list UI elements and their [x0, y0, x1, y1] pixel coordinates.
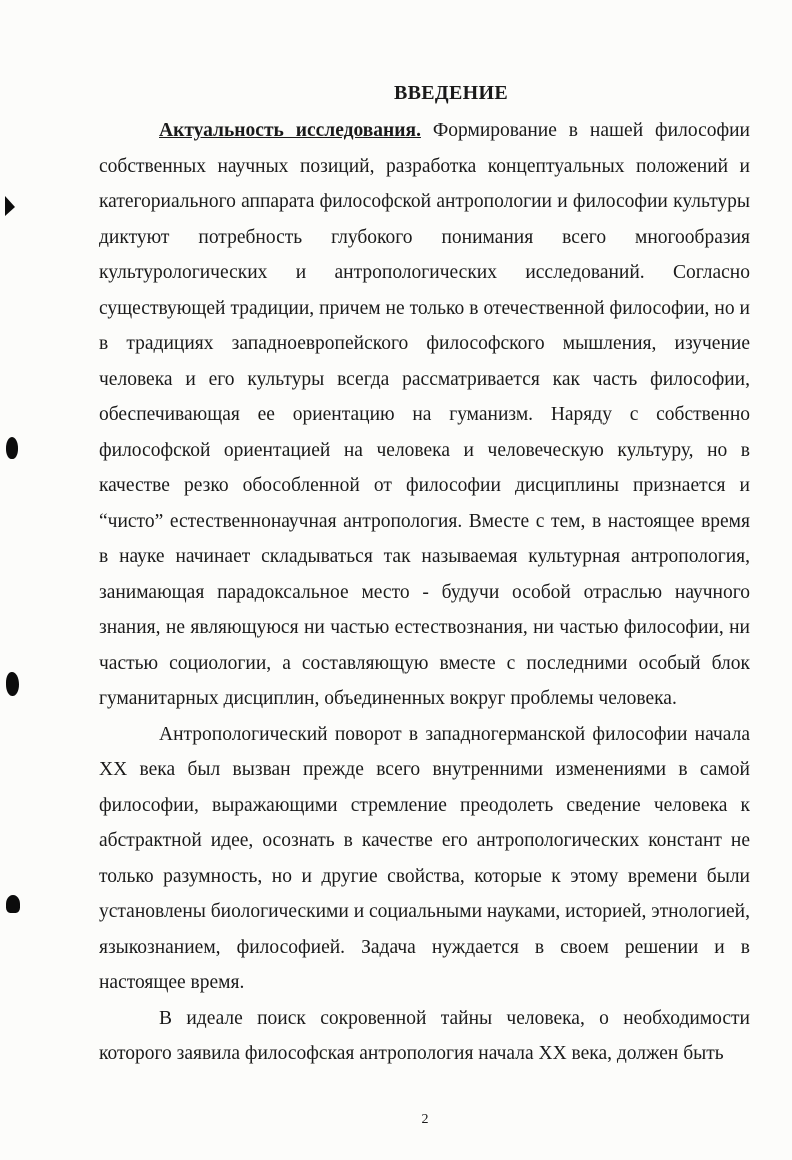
paragraph-relevance	[99, 113, 750, 717]
scan-mark	[6, 895, 20, 913]
paragraph-lead: Актуальность исследования.	[159, 120, 421, 141]
page-number: 2	[421, 1112, 429, 1127]
scan-mark	[6, 437, 18, 459]
paragraph-anthropological-turn: Антропологический поворот в западногерманской философии начала XX века был вызван прежде всего внутренними изменениями в самой философии, выражающими стремление преодолеть сведение человека к абстрактной идее, осознать в качестве его антропологических констант не только разумность, но и другие свойства, которые к этому времени были установлены биологическими и социальными науками, историей, этнологией, языкознанием, философией. Задача нуждается в своем решении и в настоящее время.	[99, 723, 750, 993]
scan-mark	[5, 196, 15, 216]
body-text	[99, 113, 750, 1072]
paragraph-text: Формирование в нашей философии собственных научных позиций, разработка концептуальных положений и категориального аппарата философской антропологии и философии культуры диктуют потребность глубокого понимания всего многообразия культурологических и антропологических исследований. Согласно существующей традиции, причем не только в отечественной философии, но и в традициях западноевропейского философского мышления, изучение человека и его культуры всегда рассматривается как часть философии, обеспечивающая ее ориентацию на гуманизм. Наряду с собственно философской ориентацией на человека и человеческую культуру, но в качестве резко обособленной от философии дисциплины признается и “чисто” естественнонаучная антропология. Вместе с тем, в настоящее время в науке начинает складываться так называемая культурная антропология, занимающая парадоксальное место - будучи особой отраслью научного знания, не являющуюся ни частью естествознания, ни частью философии, ни частью социологии, а составляющую вместе с последними особый блок гуманитарных дисциплин, объединенных вокруг проблемы человека.	[99, 120, 750, 709]
paragraph-ideal: В идеале поиск сокровенной тайны человека, о необходимости которого заявила философская антропология начала XX века, должен быть	[99, 1007, 750, 1064]
scan-mark	[6, 672, 19, 696]
section-title: ВВЕДЕНИЕ	[394, 82, 508, 104]
